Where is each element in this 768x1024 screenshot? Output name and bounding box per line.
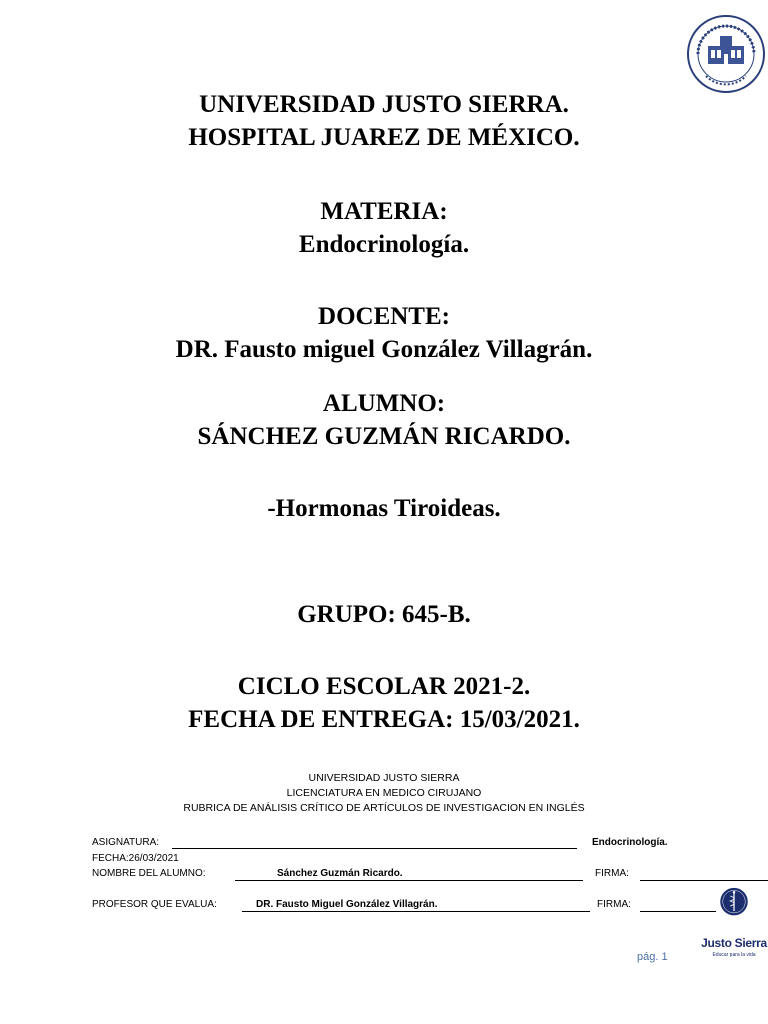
profesor-label: PROFESOR QUE EVALUA: [92, 899, 217, 910]
grupo-text: GRUPO: 645-B. [297, 601, 471, 628]
materia-value: Endocrinología. [298, 231, 470, 258]
rubric-program: LICENCIATURA EN MEDICO CIRUJANO [286, 787, 482, 799]
rubric-university: UNIVERSIDAD JUSTO SIERRA [308, 772, 460, 784]
rubric-title: RUBRICA DE ANÁLISIS CRÍTICO DE ARTÍCULOS DE INVESTIGACION EN INGLÉS [183, 802, 585, 814]
alumno-block [0, 387, 768, 453]
topic-block [0, 492, 768, 525]
rubric-header [0, 771, 768, 816]
profesor-underline [242, 911, 590, 912]
header-block [0, 88, 768, 154]
justo-sierra-logo-text: Justo Sierra [701, 936, 767, 950]
asignatura-underline [172, 848, 577, 849]
alumno-label: ALUMNO: [322, 390, 446, 417]
fecha-entrega-text: FECHA DE ENTREGA: 15/03/2021. [188, 706, 580, 733]
nombre-label: NOMBRE DEL ALUMNO: [92, 868, 206, 879]
asignatura-value: Endocrinología. [592, 837, 668, 848]
justo-sierra-tagline: Educar para la vida [712, 952, 756, 958]
hospital-name: HOSPITAL JUAREZ DE MÉXICO. [188, 124, 580, 151]
materia-label: MATERIA: [320, 198, 448, 225]
nombre-underline [235, 880, 583, 881]
materia-block [0, 195, 768, 261]
ciclo-block [0, 670, 768, 736]
firma-label: FIRMA: [595, 868, 629, 879]
docente-value: DR. Fausto miguel González Villagrán. [175, 336, 593, 363]
fecha-label: FECHA:26/03/2021 [92, 853, 179, 864]
nombre-value: Sánchez Guzmán Ricardo. [277, 868, 403, 879]
firma-underline [640, 880, 768, 881]
asignatura-label: ASIGNATURA: [92, 837, 160, 848]
topic-title: -Hormonas Tiroideas. [267, 495, 501, 522]
docente-label: DOCENTE: [318, 303, 450, 330]
grupo-block [0, 598, 768, 631]
justo-sierra-logo [700, 886, 768, 936]
university-name: UNIVERSIDAD JUSTO SIERRA. [199, 91, 569, 118]
page-number: pág. 1 [637, 951, 668, 963]
firma2-label: FIRMA: [597, 899, 631, 910]
hospital-seal-logo [686, 14, 766, 94]
alumno-value: SÁNCHEZ GUZMÁN RICARDO. [197, 423, 571, 450]
ciclo-text: CICLO ESCOLAR 2021-2. [237, 673, 531, 700]
docente-block [0, 300, 768, 366]
profesor-value: DR. Fausto Miguel González Villagrán. [256, 899, 438, 910]
